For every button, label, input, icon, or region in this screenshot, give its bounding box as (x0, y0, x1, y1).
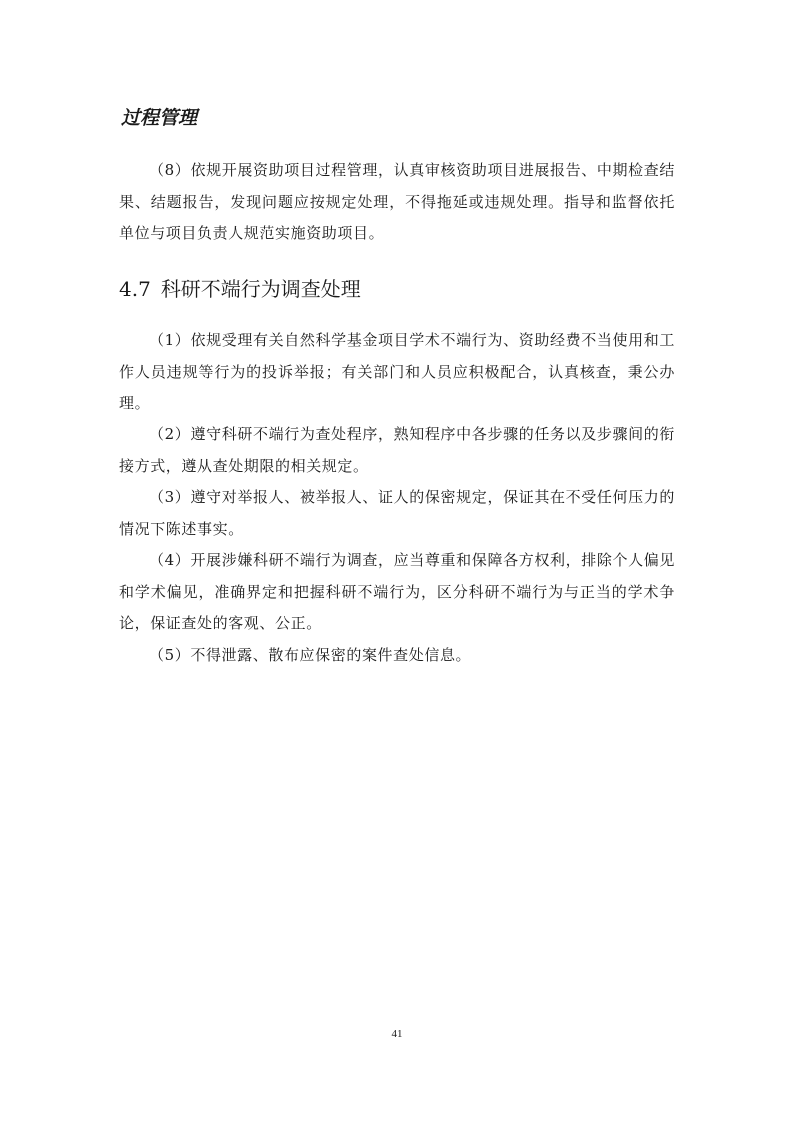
subsection-title: 过程管理 (121, 107, 198, 129)
section-title: 科研不端行为调查处理 (160, 277, 361, 301)
paragraph-item-5: （5）不得泄露、散布应保密的案件查处信息。 (149, 646, 472, 664)
paragraph-item-1: （1）依规受理有关自然科学基金项目学术不端行为、资助经费不当使用和工作人员违规等行为的投诉举报；有关部门和人员应积极配合，认真核查，秉公办理。 (119, 331, 675, 412)
paragraph-item-4: （4）开展涉嫌科研不端行为调查，应当尊重和保障各方权利，排除个人偏见和学术偏见，准确界定和把握科研不端行为，区分科研不端行为与正当的学术争论，保证查处的客观、公正。 (119, 551, 675, 632)
section-number: 4.7 (119, 277, 151, 301)
page-number: 41 (391, 1028, 403, 1040)
paragraph-process-management: （8）依规开展资助项目过程管理，认真审核资助项目进展报告、中期检查结果、结题报告，发现问题应按规定处理，不得拖延或违规处理。指导和监督依托单位与项目负责人规范实施资助项目。 (119, 161, 675, 242)
section-heading (119, 274, 361, 304)
paragraph-item-3: （3）遵守对举报人、被举报人、证人的保密规定，保证其在不受任何压力的情况下陈述事实。 (119, 488, 675, 538)
paragraph-item-2: （2）遵守科研不端行为查处程序，熟知程序中各步骤的任务以及步骤间的衔接方式，遵从查处期限的相关规定。 (119, 425, 675, 475)
